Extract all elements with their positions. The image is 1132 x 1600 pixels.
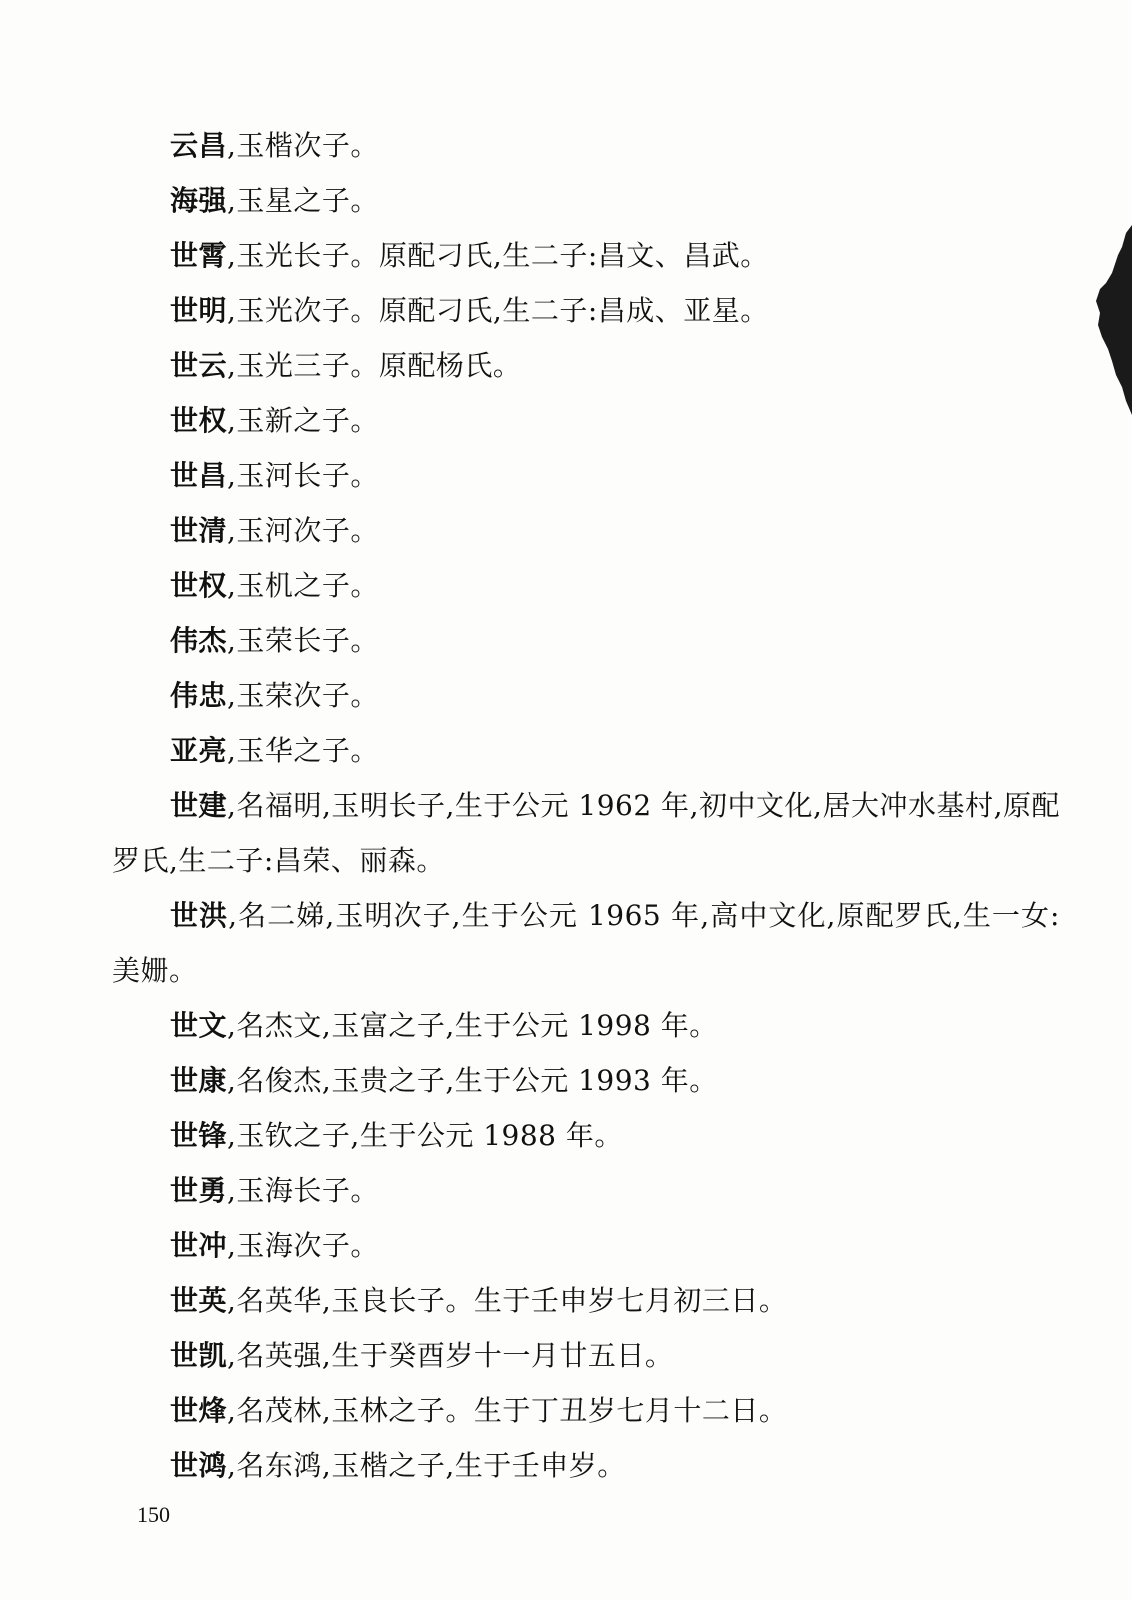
entry-name: 世鸿 — [170, 1449, 228, 1482]
entry-text: ,玉星之子。 — [227, 184, 379, 217]
genealogy-entry — [112, 1108, 1060, 1163]
entry-name: 云昌 — [170, 129, 228, 162]
page-number: 150 — [137, 1502, 170, 1527]
entry-name: 世文 — [170, 1009, 228, 1042]
genealogy-entry — [112, 723, 1060, 778]
genealogy-entry — [112, 393, 1060, 448]
entry-text: ,名二娣,玉明次子,生于公元 1965 年,高中文化,原配罗氏,生一女:美姗。 — [112, 899, 1060, 987]
entry-name: 世锋 — [170, 1119, 228, 1152]
genealogy-entry — [112, 1438, 1060, 1493]
genealogy-entry — [112, 1273, 1060, 1328]
entry-name: 世昌 — [170, 459, 228, 492]
entry-text: ,玉河长子。 — [227, 459, 379, 492]
genealogy-entry — [112, 1053, 1060, 1108]
entry-text: ,玉楷次子。 — [227, 129, 379, 162]
entry-name: 世清 — [170, 514, 228, 547]
genealogy-entry — [112, 1328, 1060, 1383]
entry-text: ,名杰文,玉富之子,生于公元 1998 年。 — [227, 1009, 718, 1042]
entry-name: 海强 — [170, 184, 228, 217]
entry-text: ,名福明,玉明长子,生于公元 1962 年,初中文化,居大冲水基村,原配罗氏,生二子:昌荣、丽森。 — [112, 789, 1060, 877]
genealogy-entry — [112, 173, 1060, 228]
genealogy-entry — [112, 613, 1060, 668]
entry-name: 世权 — [170, 404, 228, 437]
genealogy-entry — [112, 668, 1060, 723]
genealogy-entry — [112, 1218, 1060, 1273]
entry-text: ,玉河次子。 — [227, 514, 379, 547]
entry-text: ,名茂林,玉林之子。生于丁丑岁七月十二日。 — [227, 1394, 788, 1427]
entry-text: ,名英强,生于癸酉岁十一月廿五日。 — [227, 1339, 674, 1372]
entry-name: 世权 — [170, 569, 228, 602]
entry-name: 世烽 — [170, 1394, 228, 1427]
entry-text: ,玉海次子。 — [227, 1229, 379, 1262]
genealogy-entry — [112, 503, 1060, 558]
genealogy-entry — [112, 888, 1060, 998]
entry-name: 亚亮 — [170, 734, 228, 767]
entry-name: 世英 — [170, 1284, 228, 1317]
entry-name: 世建 — [170, 789, 228, 822]
genealogy-entry — [112, 1383, 1060, 1438]
entry-text: ,玉海长子。 — [227, 1174, 379, 1207]
genealogy-entry — [112, 448, 1060, 503]
genealogy-entry — [112, 228, 1060, 283]
genealogy-entry — [112, 998, 1060, 1053]
entry-name: 伟杰 — [170, 624, 228, 657]
entry-text: ,玉荣次子。 — [227, 679, 379, 712]
genealogy-entry — [112, 778, 1060, 888]
genealogy-entry — [112, 338, 1060, 393]
entry-name: 世洪 — [170, 899, 229, 932]
entry-name: 世明 — [170, 294, 228, 327]
entry-name: 伟忠 — [170, 679, 228, 712]
entry-text: ,玉新之子。 — [227, 404, 379, 437]
entry-text: ,玉光三子。原配杨氏。 — [227, 349, 522, 382]
genealogy-entry — [112, 1163, 1060, 1218]
entry-text: ,玉机之子。 — [227, 569, 379, 602]
entry-name: 世云 — [170, 349, 228, 382]
genealogy-entry — [112, 283, 1060, 338]
entry-text: ,玉荣长子。 — [227, 624, 379, 657]
entry-text: ,玉钦之子,生于公元 1988 年。 — [227, 1119, 623, 1152]
entry-text: ,玉光长子。原配刁氏,生二子:昌文、昌武。 — [227, 239, 769, 272]
entry-text: ,玉华之子。 — [227, 734, 379, 767]
entry-text: ,名东鸿,玉楷之子,生于壬申岁。 — [227, 1449, 626, 1482]
genealogy-entry — [112, 118, 1060, 173]
entry-name: 世凯 — [170, 1339, 228, 1372]
genealogy-entry — [112, 558, 1060, 613]
entry-name: 世冲 — [170, 1229, 228, 1262]
entry-name: 世勇 — [170, 1174, 228, 1207]
genealogy-entry-list — [112, 118, 1060, 1493]
entry-text: ,玉光次子。原配刁氏,生二子:昌成、亚星。 — [227, 294, 769, 327]
entry-name: 世康 — [170, 1064, 228, 1097]
torn-page-edge — [1082, 225, 1132, 415]
entry-name: 世霄 — [170, 239, 228, 272]
entry-text: ,名英华,玉良长子。生于壬申岁七月初三日。 — [227, 1284, 788, 1317]
entry-text: ,名俊杰,玉贵之子,生于公元 1993 年。 — [227, 1064, 718, 1097]
